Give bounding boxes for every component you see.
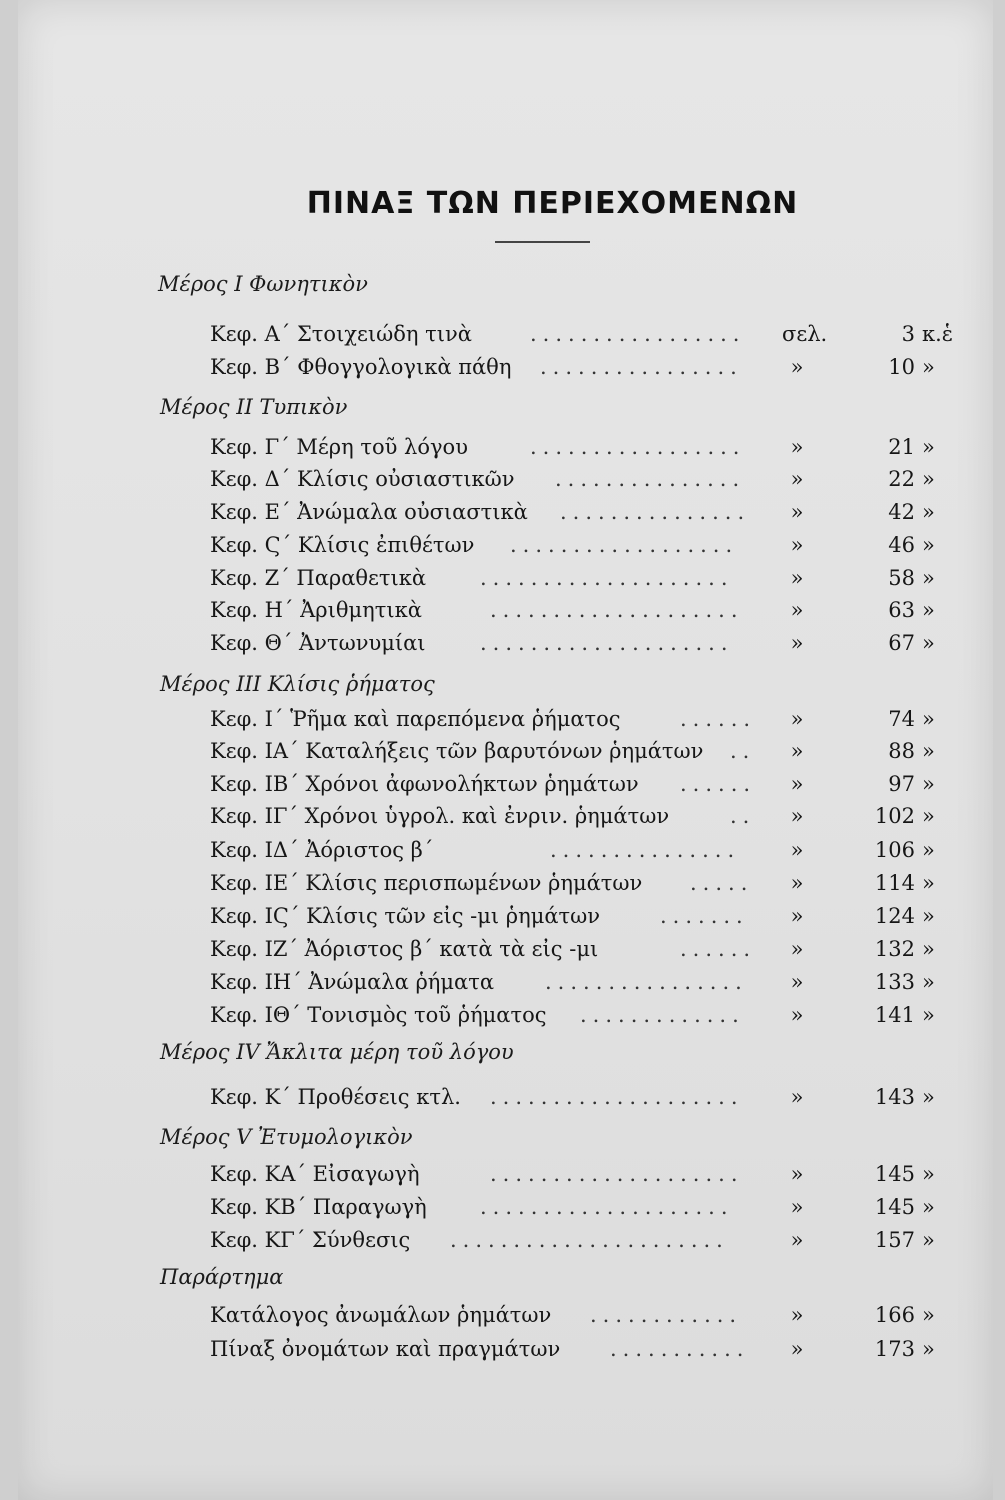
ditto-mark-after: »	[922, 1162, 935, 1186]
leader-dots: ....................	[480, 1195, 734, 1219]
ditto-mark-after: »	[922, 355, 935, 379]
page-number: 143	[874, 1085, 915, 1109]
page-number: 21	[888, 435, 915, 459]
page-number: 22	[888, 467, 915, 491]
toc-entry	[210, 566, 960, 594]
toc-entry	[210, 804, 960, 832]
ditto-mark: »	[790, 1303, 804, 1327]
ditto-mark-after: κ.ἑ	[922, 322, 954, 346]
entry-label: Κεφ. Κ΄ Προθέσεις κτλ.	[210, 1085, 461, 1109]
ditto-mark: »	[790, 904, 804, 928]
entry-label: Κεφ. ΙϚ΄ Κλίσις τῶν εἰς -μι ῥημάτων	[210, 904, 601, 928]
page-number: 58	[888, 566, 915, 590]
toc-entry	[210, 970, 960, 998]
entry-label: Κεφ. Α΄ Στοιχειώδη τινὰ	[210, 322, 472, 346]
page-number: 3	[901, 322, 915, 346]
ditto-mark-after: »	[922, 500, 935, 524]
toc-entry	[210, 435, 960, 463]
ditto-mark: »	[790, 707, 804, 731]
part-heading: Παράρτημα	[160, 1265, 284, 1289]
entry-label: Κεφ. Ϛ΄ Κλίσις ἐπιθέτων	[210, 533, 475, 557]
page-title: ΠΙΝΑΞ ΤΩΝ ΠΕΡΙΕΧΟΜΕΝΩΝ	[306, 186, 799, 221]
part-heading: Μέρος ΙV Ἄκλιτα μέρη τοῦ λόγου	[160, 1040, 514, 1064]
page-number: 102	[874, 804, 915, 828]
leader-dots: ..	[730, 804, 756, 828]
ditto-mark: »	[790, 804, 804, 828]
toc-entry	[210, 1162, 960, 1190]
entry-label: Κεφ. ΙΓ΄ Χρόνοι ὑγρολ. καὶ ἐνριν. ῥημάτων	[210, 804, 670, 828]
toc-entry	[210, 1003, 960, 1031]
ditto-mark: »	[790, 1228, 804, 1252]
leader-dots: ......	[680, 937, 757, 961]
ditto-mark: »	[790, 1085, 804, 1109]
leader-dots: .................	[530, 435, 746, 459]
entry-label: Κεφ. Β΄ Φθογγολογικὰ πάθη	[210, 355, 512, 379]
leader-dots: ....................	[480, 566, 734, 590]
page-number: 10	[888, 355, 915, 379]
ditto-mark: »	[790, 1162, 804, 1186]
ditto-mark: »	[790, 598, 804, 622]
ditto-mark: »	[790, 435, 804, 459]
entry-label: Κεφ. Ε΄ Ἀνώμαλα οὐσιαστικὰ	[210, 500, 528, 524]
entry-label: Κεφ. ΚΓ΄ Σύνθεσις	[210, 1228, 411, 1252]
ditto-mark: »	[790, 1003, 804, 1027]
leader-dots: ................	[545, 970, 748, 994]
toc-entry	[210, 533, 960, 561]
entry-label: Κατάλογος ἀνωμάλων ῥημάτων	[210, 1303, 552, 1327]
leader-dots: .....	[690, 871, 754, 895]
page-number: 157	[874, 1228, 915, 1252]
ditto-mark-after: »	[922, 838, 935, 862]
ditto-mark-after: »	[922, 566, 935, 590]
page-number: 97	[888, 772, 915, 796]
ditto-mark: »	[790, 355, 804, 379]
toc-entry	[210, 707, 960, 735]
part-heading: Μέρος V Ἐτυμολογικὸν	[160, 1125, 413, 1149]
ditto-mark-after: »	[922, 598, 935, 622]
ditto-mark-after: »	[922, 871, 935, 895]
leader-dots: ....................	[480, 631, 734, 655]
toc-entry	[210, 739, 960, 767]
page-number: 63	[888, 598, 915, 622]
page-number: 145	[874, 1195, 915, 1219]
entry-label: Κεφ. ΙΕ΄ Κλίσις περισπωμένων ῥημάτων	[210, 871, 643, 895]
leader-dots: ..	[730, 739, 756, 763]
page-number: 46	[888, 533, 915, 557]
part-heading: Μέρος ΙΙΙ Κλίσις ῥήματος	[160, 672, 435, 696]
ditto-mark-after: »	[922, 739, 935, 763]
entry-label: Κεφ. Η΄ Ἀριθμητικὰ	[210, 598, 422, 622]
part-heading: Μέρος Ι Φωνητικὸν	[158, 272, 368, 296]
entry-label: Κεφ. ΚΒ΄ Παραγωγὴ	[210, 1195, 427, 1219]
entry-label: Κεφ. Δ΄ Κλίσις οὐσιαστικῶν	[210, 467, 515, 491]
leader-dots: ....................	[490, 1085, 744, 1109]
entry-label: Κεφ. ΚΑ΄ Εἰσαγωγὴ	[210, 1162, 420, 1186]
page-number: 106	[874, 838, 915, 862]
toc-entry	[210, 1085, 960, 1113]
ditto-mark-after: »	[922, 1085, 935, 1109]
ditto-mark-after: »	[922, 533, 935, 557]
page-number: 114	[874, 871, 915, 895]
page-number: 166	[874, 1303, 915, 1327]
ditto-mark: »	[790, 838, 804, 862]
entry-label: Κεφ. ΙΑ΄ Καταλήξεις τῶν βαρυτόνων ῥημάτων	[210, 739, 704, 763]
toc-entry	[210, 467, 960, 495]
toc-entry	[210, 322, 960, 350]
page-number: 132	[874, 937, 915, 961]
toc-entry	[210, 355, 960, 383]
leader-dots: .............	[580, 1003, 745, 1027]
ditto-mark: »	[790, 739, 804, 763]
toc-entry	[210, 838, 960, 866]
entry-label: Κεφ. Θ΄ Ἀντωνυμίαι	[210, 631, 426, 655]
leader-dots: ....................	[490, 1162, 744, 1186]
page-number: 74	[888, 707, 915, 731]
leader-dots: ..................	[510, 533, 739, 557]
toc-entry	[210, 1195, 960, 1223]
part-heading: Μέρος ΙΙ Τυπικὸν	[160, 395, 348, 419]
page-number: 88	[888, 739, 915, 763]
page-number: 124	[874, 904, 915, 928]
entry-label: Κεφ. ΙΘ΄ Τονισμὸς τοῦ ῥήματος	[210, 1003, 547, 1027]
ditto-mark: »	[790, 1195, 804, 1219]
entry-label: Κεφ. ΙΔ΄ Ἀόριστος β΄	[210, 838, 434, 862]
entry-label: Κεφ. Ζ΄ Παραθετικὰ	[210, 566, 427, 590]
ditto-mark-after: »	[922, 467, 935, 491]
leader-dots: ...............	[550, 838, 741, 862]
ditto-mark-after: »	[922, 707, 935, 731]
ditto-mark-after: »	[922, 631, 935, 655]
ditto-mark: »	[790, 871, 804, 895]
ditto-mark-after: »	[922, 1337, 935, 1361]
toc-entry	[210, 631, 960, 659]
leader-dots: ...........	[610, 1337, 750, 1361]
page-number: 42	[888, 500, 915, 524]
entry-label: Κεφ. ΙΗ΄ Ἀνώμαλα ῥήματα	[210, 970, 495, 994]
toc-entry	[210, 500, 960, 528]
leader-dots: ................	[540, 355, 743, 379]
leader-dots: ....................	[490, 598, 744, 622]
leader-dots: .......	[660, 904, 749, 928]
page-number: 145	[874, 1162, 915, 1186]
leader-dots: ......................	[450, 1228, 729, 1252]
ditto-mark-after: »	[922, 1195, 935, 1219]
leader-dots: ...............	[560, 500, 751, 524]
ditto-mark-after: »	[922, 970, 935, 994]
page-number: 67	[888, 631, 915, 655]
entry-label: Κεφ. ΙΖ΄ Ἀόριστος β΄ κατὰ τὰ εἰς -μι	[210, 937, 599, 961]
toc-entry	[210, 1337, 960, 1365]
ditto-mark: »	[790, 566, 804, 590]
entry-label: Κεφ. ΙΒ΄ Χρόνοι ἀφωνολήκτων ῥημάτων	[210, 772, 639, 796]
leader-dots: ............	[590, 1303, 743, 1327]
ditto-mark: »	[790, 1337, 804, 1361]
entry-label: Κεφ. Γ΄ Μέρη τοῦ λόγου	[210, 435, 468, 459]
toc-entry	[210, 598, 960, 626]
ditto-mark-after: »	[922, 435, 935, 459]
ditto-mark-after: »	[922, 904, 935, 928]
leader-dots: ...............	[555, 467, 746, 491]
ditto-mark-after: »	[922, 1228, 935, 1252]
ditto-mark-after: »	[922, 1303, 935, 1327]
toc-entry	[210, 772, 960, 800]
leader-dots: ......	[680, 772, 757, 796]
ditto-mark-after: »	[922, 937, 935, 961]
entry-label: Πίναξ ὀνομάτων καὶ πραγμάτων	[210, 1337, 561, 1361]
page-number: 141	[874, 1003, 915, 1027]
ditto-mark: »	[790, 937, 804, 961]
toc-entry	[210, 871, 960, 899]
ditto-mark: »	[790, 631, 804, 655]
ditto-mark: »	[790, 970, 804, 994]
toc-entry	[210, 904, 960, 932]
ditto-mark-after: »	[922, 1003, 935, 1027]
page-number: 133	[874, 970, 915, 994]
ditto-mark-after: »	[922, 804, 935, 828]
ditto-mark: σελ.	[782, 322, 828, 346]
entry-label: Κεφ. Ι΄ Ῥῆμα καὶ παρεπόμενα ῥήματος	[210, 707, 621, 731]
ditto-mark: »	[790, 467, 804, 491]
page-number: 173	[874, 1337, 915, 1361]
leader-dots: ......	[680, 707, 757, 731]
ditto-mark-after: »	[922, 772, 935, 796]
toc-entry	[210, 1303, 960, 1331]
leader-dots: .................	[530, 322, 746, 346]
toc-entry	[210, 1228, 960, 1256]
ditto-mark: »	[790, 772, 804, 796]
toc-entry	[210, 937, 960, 965]
ditto-mark: »	[790, 533, 804, 557]
ditto-mark: »	[790, 500, 804, 524]
